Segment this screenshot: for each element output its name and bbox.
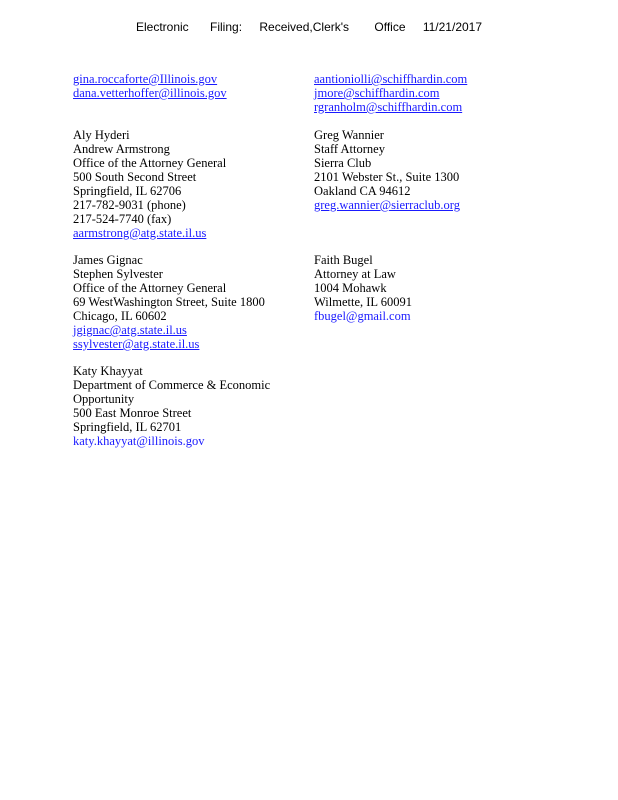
contact-line: 500 East Monroe Street — [73, 406, 192, 420]
contact-line: 1004 Mohawk — [314, 281, 387, 295]
contact-line: Sierra Club — [314, 156, 372, 170]
email-link[interactable]: ssylvester@atg.state.il.us — [73, 337, 200, 351]
filing-header — [0, 20, 618, 34]
contact-line: 500 South Second Street — [73, 170, 197, 184]
contact-block-gignac — [73, 253, 308, 351]
contact-line: Attorney at Law — [314, 267, 396, 281]
contact-line: Office of the Attorney General — [73, 156, 227, 170]
email-link[interactable]: rgranholm@schiffhardin.com — [314, 100, 463, 114]
email-link[interactable]: fbugel@gmail.com — [314, 309, 411, 323]
header-word-electronic: Electronic — [135, 20, 189, 34]
contact-line: Opportunity — [73, 392, 135, 406]
header-word-received-clerks: Received,Clerk's — [259, 20, 350, 34]
email-link[interactable]: jgignac@atg.state.il.us — [73, 323, 187, 337]
contact-line: Greg Wannier — [314, 128, 384, 142]
email-link[interactable]: jmore@schiffhardin.com — [314, 86, 440, 100]
email-link[interactable]: aantioniolli@schiffhardin.com — [314, 72, 468, 86]
contact-line: Aly Hyderi — [73, 128, 130, 142]
header-date: 11/21/2017 — [422, 20, 483, 34]
email-link[interactable]: katy.khayyat@illinois.gov — [73, 434, 205, 448]
contact-line: Katy Khayyat — [73, 364, 143, 378]
contact-block-khayyat — [73, 364, 308, 448]
contact-block-armstrong — [73, 128, 308, 240]
contact-line: Office of the Attorney General — [73, 281, 227, 295]
contact-line: Chicago, IL 60602 — [73, 309, 167, 323]
email-link[interactable]: dana.vetterhoffer@illinois.gov — [73, 86, 227, 100]
contact-line: James Gignac — [73, 253, 143, 267]
email-link[interactable]: greg.wannier@sierraclub.org — [314, 198, 460, 212]
left-top-emails — [73, 72, 308, 100]
contact-line: Andrew Armstrong — [73, 142, 170, 156]
contact-line: 2101 Webster St., Suite 1300 — [314, 170, 460, 184]
email-link[interactable]: aarmstrong@atg.state.il.us — [73, 226, 207, 240]
contact-line: Department of Commerce & Economic — [73, 378, 271, 392]
contact-line: Wilmette, IL 60091 — [314, 295, 412, 309]
contact-line: Oakland CA 94612 — [314, 184, 411, 198]
contact-line: Springfield, IL 62706 — [73, 184, 182, 198]
contact-line: Springfield, IL 62701 — [73, 420, 182, 434]
header-word-filing: Filing: — [210, 20, 243, 34]
contact-line: 217-524-7740 (fax) — [73, 212, 172, 226]
contact-line: 217-782-9031 (phone) — [73, 198, 186, 212]
contact-line: 69 WestWashington Street, Suite 1800 — [73, 295, 265, 309]
contact-line: Staff Attorney — [314, 142, 385, 156]
email-link[interactable]: gina.roccaforte@Illinois.gov — [73, 72, 218, 86]
right-top-emails — [314, 72, 554, 114]
contact-block-bugel — [314, 253, 554, 323]
contact-block-wannier — [314, 128, 554, 212]
contact-line: Stephen Sylvester — [73, 267, 163, 281]
contact-line: Faith Bugel — [314, 253, 373, 267]
header-word-office: Office — [374, 20, 406, 34]
